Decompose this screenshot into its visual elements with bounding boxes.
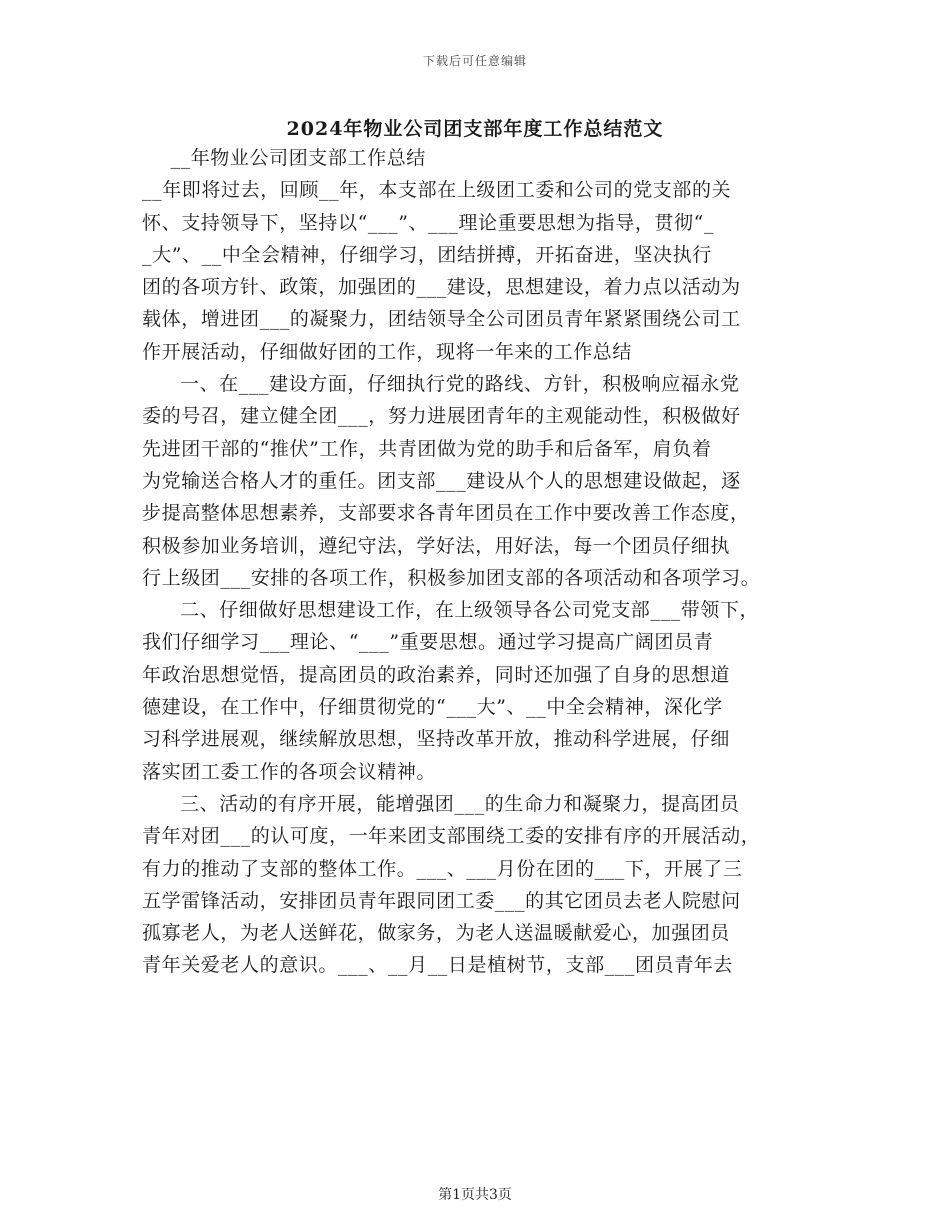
body-line: 二、仔细做好思想建设工作，在上级领导各公司党支部___带领下， xyxy=(180,599,760,622)
body-line: 青年对团___的认可度，一年来团支部围绕工委的安排有序的开展活动， xyxy=(142,825,761,848)
document-body xyxy=(142,142,810,982)
body-line: 作开展活动，仔细做好团的工作，现将一年来的工作总结 xyxy=(142,340,633,363)
body-line: 怀、支持领导下，坚持以“___”、___理论重要思想为指导，贯彻“_ xyxy=(142,211,715,234)
body-line: 落实团工委工作的各项会议精神。 xyxy=(142,760,437,783)
body-line: 一、在___建设方面，仔细执行党的路线、方针，积极响应福永党 xyxy=(180,373,740,396)
body-line: 先进团干部的“推伏”工作，共青团做为党的助手和后备军，肩负着 xyxy=(142,437,712,460)
body-line: 孤寡老人，为老人送鲜花，做家务，为老人送温暖献爱心，加强团员 xyxy=(142,922,731,945)
body-line: 载体，增进团___的凝聚力，团结领导全公司团员青年紧紧围绕公司工 xyxy=(142,308,741,331)
body-line: 三、活动的有序开展，能增强团___的生命力和凝聚力，提高团员 xyxy=(180,792,740,815)
body-line: 步提高整体思想素养，支部要求各青年团员在工作中要改善工作态度， xyxy=(142,502,750,525)
body-line: 为党输送合格人才的重任。团支部___建设从个人的思想建设做起，逐 xyxy=(142,469,741,492)
body-line: _大”、__中全会精神，仔细学习，团结拼搏，开拓奋进，坚决执行 xyxy=(142,243,712,266)
document-title: 2024年物业公司团支部年度工作总结范文 xyxy=(286,118,664,140)
body-line: 委的号召，建立健全团___，努力进展团青年的主观能动性，积极做好 xyxy=(142,405,741,428)
body-line: 行上级团___安排的各项工作，积极参加团支部的各项活动和各项学习。 xyxy=(142,566,761,589)
page-footer: 第1页共3页 xyxy=(438,1187,512,1203)
body-line: 积极参加业务培训，遵纪守法，学好法，用好法，每一个团员仔细执 xyxy=(142,534,731,557)
body-line: __年物业公司团支部工作总结 xyxy=(170,147,426,169)
body-line: 德建设，在工作中，仔细贯彻党的“___大”、__中全会精神，深化学 xyxy=(142,696,723,719)
body-line: 年政治思想觉悟，提高团员的政治素养，同时还加强了自身的思想道 xyxy=(142,663,731,686)
body-line: 团的各项方针、政策，加强团的___建设，思想建设，着力点以活动为 xyxy=(142,276,741,299)
body-line: 有力的推动了支部的整体工作。___、___月份在团的___下，开展了三 xyxy=(142,857,743,880)
body-line: 青年关爱老人的意识。___、__月__日是植树节，支部___团员青年去 xyxy=(142,954,734,977)
body-line: 习科学进展观，继续解放思想，坚持改革开放，推动科学进展，仔细 xyxy=(142,728,731,751)
body-line: 五学雷锋活动，安排团员青年跟同团工委___的其它团员去老人院慰问 xyxy=(142,889,741,912)
header-note: 下载后可任意编辑 xyxy=(422,54,527,68)
body-line: __年即将过去，回顾__年，本支部在上级团工委和公司的党支部的关 xyxy=(142,179,732,202)
body-line: 我们仔细学习___理论、“___”重要思想。通过学习提高广阔团员青 xyxy=(142,631,714,654)
